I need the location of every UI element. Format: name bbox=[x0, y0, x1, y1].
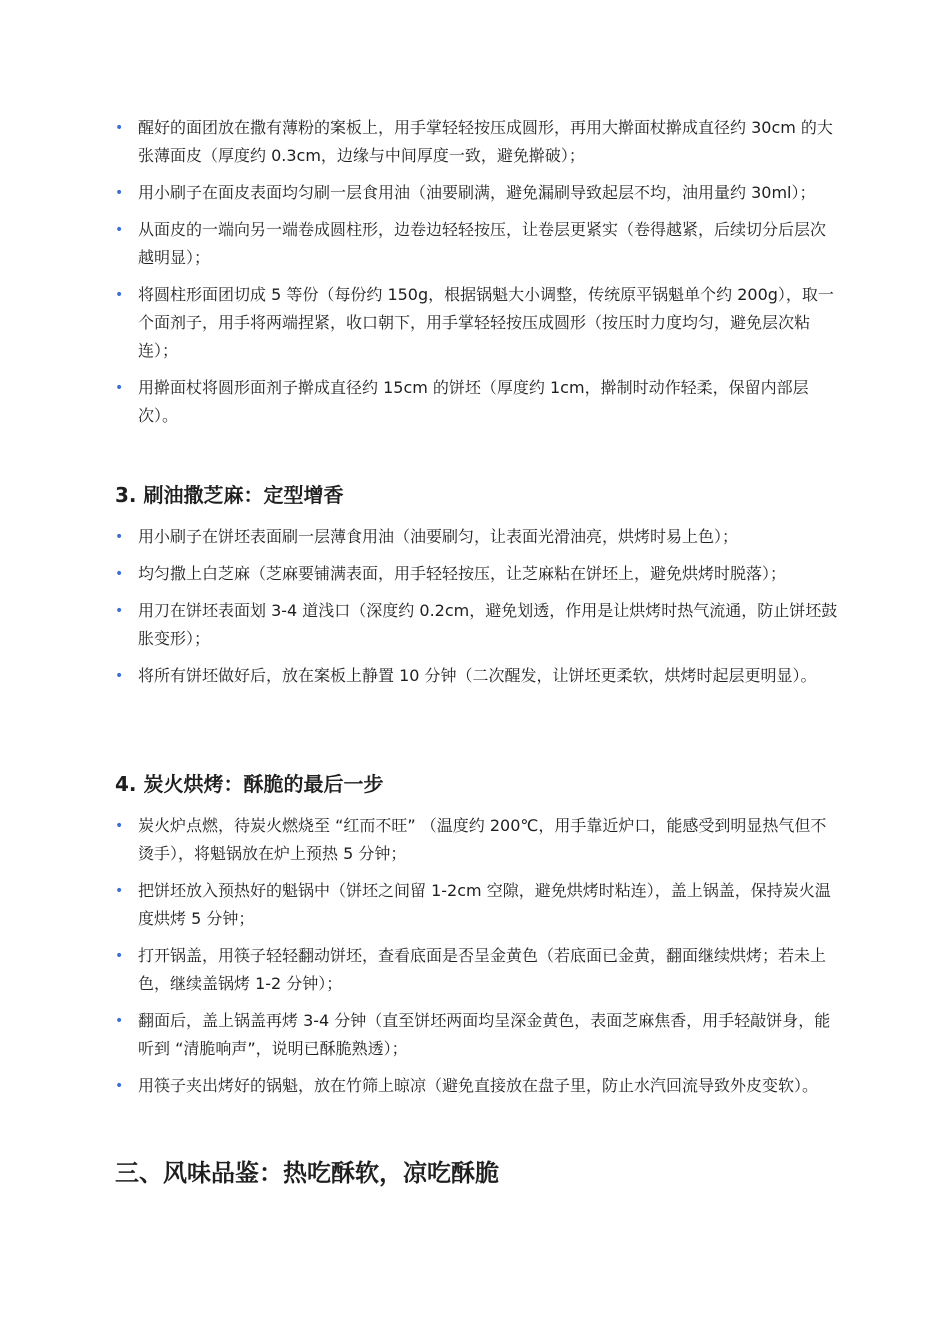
bullet-icon: • bbox=[115, 287, 124, 303]
list-item: • 将圆柱形面团切成 5 等份（每份约 150g，根据锅魁大小调整，传统原平锅魁单个约 200g），取一个面剂子，用手将两端捏紧，收口朝下，用手掌轻轻按压成圆形（按压时力度均匀，避免层次粘连）； bbox=[115, 281, 840, 365]
list-item: • 炭火炉点燃，待炭火燃烧至 “红而不旺” （温度约 200℃，用手靠近炉口，能感受到明显热气但不烫手），将魁锅放在炉上预热 5 分钟； bbox=[115, 812, 840, 868]
bullet-icon: • bbox=[115, 1078, 124, 1094]
list-item: • 打开锅盖，用筷子轻轻翻动饼坯，查看底面是否呈金黄色（若底面已金黄，翻面继续烘烤；若未上色，继续盖锅烤 1-2 分钟）； bbox=[115, 942, 840, 998]
list-item: • 从面皮的一端向另一端卷成圆柱形，边卷边轻轻按压，让卷层更紧实（卷得越紧，后续切分后层次越明显）； bbox=[115, 216, 840, 272]
baking-steps-list bbox=[115, 812, 840, 1109]
bullet-icon: • bbox=[115, 603, 124, 619]
bullet-icon: • bbox=[115, 120, 124, 136]
list-item: • 用刀在饼坯表面划 3-4 道浅口（深度约 0.2cm，避免划透，作用是让烘烤时热气流通，防止饼坯鼓胀变形）； bbox=[115, 597, 840, 653]
rolling-steps-list bbox=[115, 114, 840, 439]
list-item: • 将所有饼坯做好后，放在案板上静置 10 分钟（二次醒发，让饼坯更柔软，烘烤时起层更明显）。 bbox=[115, 662, 840, 690]
section-3-heading: 三、风味品鉴：热吃酥软，凉吃酥脆 bbox=[115, 1159, 499, 1187]
bullet-icon: • bbox=[115, 222, 124, 238]
oil-sesame-steps-list bbox=[115, 523, 840, 699]
bullet-icon: • bbox=[115, 566, 124, 582]
bullet-icon: • bbox=[115, 948, 124, 964]
list-item: • 用擀面杖将圆形面剂子擀成直径约 15cm 的饼坯（厚度约 1cm，擀制时动作轻柔，保留内部层次）。 bbox=[115, 374, 840, 430]
list-item: • 翻面后，盖上锅盖再烤 3-4 分钟（直至饼坯两面均呈深金黄色，表面芝麻焦香，用手轻敲饼身，能听到 “清脆响声”，说明已酥脆熟透）； bbox=[115, 1007, 840, 1063]
list-item: • 均匀撒上白芝麻（芝麻要铺满表面，用手轻轻按压，让芝麻粘在饼坯上，避免烘烤时脱落）； bbox=[115, 560, 840, 588]
bullet-icon: • bbox=[115, 818, 124, 834]
bullet-icon: • bbox=[115, 1013, 124, 1029]
bullet-icon: • bbox=[115, 883, 124, 899]
step-3-heading: 3. 刷油撒芝麻：定型增香 bbox=[115, 483, 344, 507]
list-item: • 用小刷子在饼坯表面刷一层薄食用油（油要刷匀，让表面光滑油亮，烘烤时易上色）； bbox=[115, 523, 840, 551]
bullet-icon: • bbox=[115, 380, 124, 396]
bullet-icon: • bbox=[115, 668, 124, 684]
list-item: • 用筷子夹出烤好的锅魁，放在竹筛上晾凉（避免直接放在盘子里，防止水汽回流导致外皮变软）。 bbox=[115, 1072, 840, 1100]
list-item: • 用小刷子在面皮表面均匀刷一层食用油（油要刷满，避免漏刷导致起层不均，油用量约 30ml）； bbox=[115, 179, 840, 207]
bullet-icon: • bbox=[115, 185, 124, 201]
list-item: • 醒好的面团放在撒有薄粉的案板上，用手掌轻轻按压成圆形，再用大擀面杖擀成直径约 30cm 的大张薄面皮（厚度约 0.3cm，边缘与中间厚度一致，避免擀破）； bbox=[115, 114, 840, 170]
step-4-heading: 4. 炭火烘烤：酥脆的最后一步 bbox=[115, 772, 384, 796]
bullet-icon: • bbox=[115, 529, 124, 545]
list-item: • 把饼坯放入预热好的魁锅中（饼坯之间留 1-2cm 空隙，避免烘烤时粘连），盖上锅盖，保持炭火温度烘烤 5 分钟； bbox=[115, 877, 840, 933]
